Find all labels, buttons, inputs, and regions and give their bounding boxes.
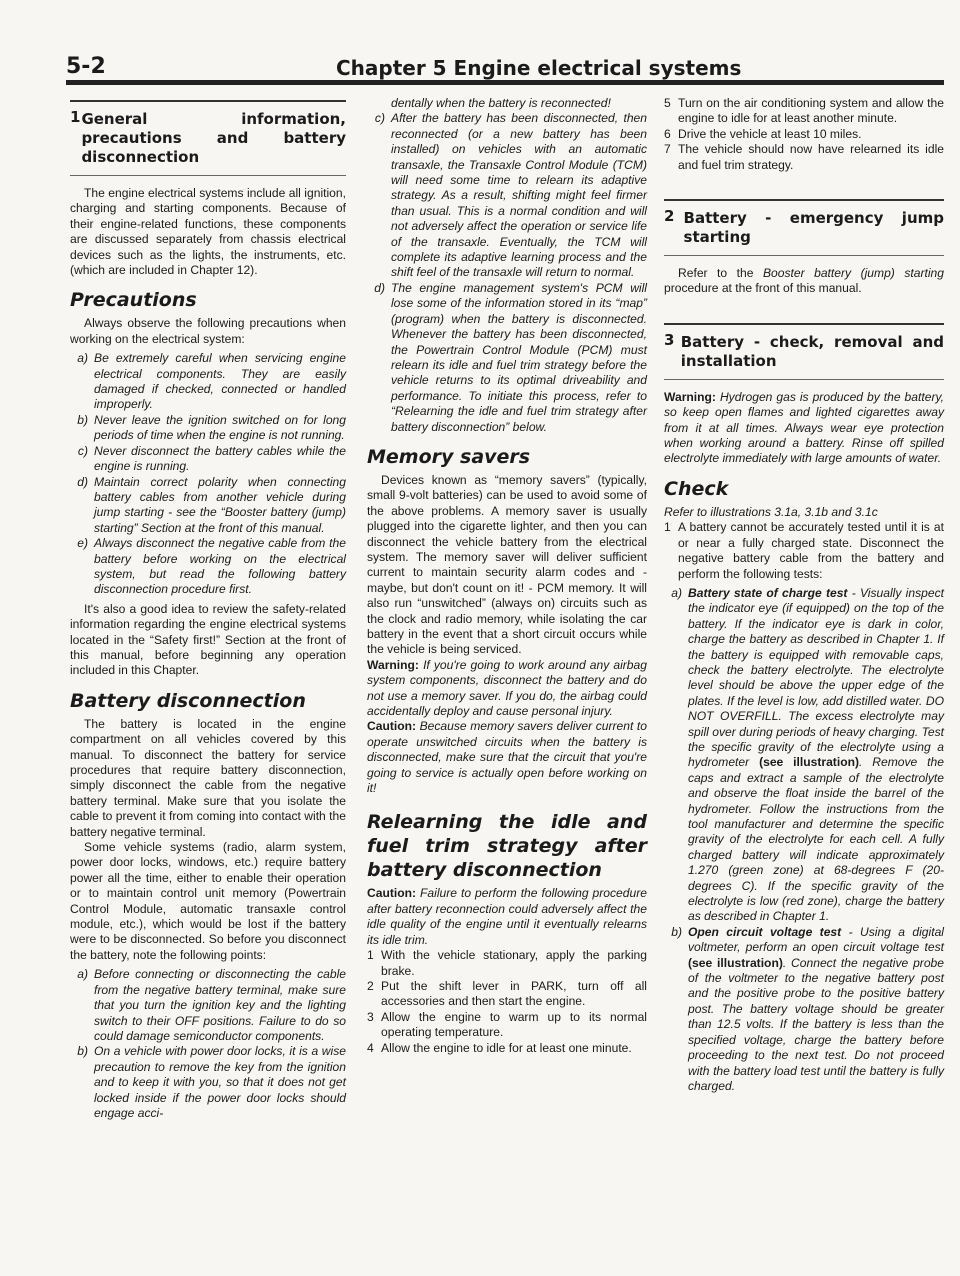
section-title: Battery - check, removal and installation xyxy=(680,332,944,370)
step: 6 Drive the vehicle at least 10 miles. xyxy=(664,126,862,141)
relearning-caution: Caution: Failure to perform the following procedure after battery reconnection could adversely affect the idle quality of the engine until it eventually relearns its idle trim. xyxy=(367,886,647,947)
jump-starting-paragraph: Refer to the Booster battery (jump) starting procedure at the front of this manual. xyxy=(664,266,944,296)
precautions-heading: Precautions xyxy=(70,289,197,312)
list-item: dentally when the battery is reconnected! xyxy=(391,96,611,110)
list-item: a) Be extremely careful when servicing engine electrical components. They are easily damaged if checked, connected or handled improperly. xyxy=(77,351,346,412)
step: 2 Put the shift lever in PARK, turn off all accessories and then start the engine. xyxy=(367,978,647,1009)
intro-paragraph: The engine electrical systems include all ignition, charging and starting components. Because of their engine-related functions, these components are discussed separately from chassis electrical devices such as the lights, the instruments, etc. (which are included in Chapter 12). xyxy=(70,186,346,278)
memory-savers-paragraph: Devices known as “memory savers” (typically, small 9-volt batteries) can be used to avoid some of the above problems. A memory saver is usually plugged into the cigarette lighter, and then you can disconnect the vehicle battery from the electrical system. The memory saver will deliver sufficient current to maintain security alarm codes and - maybe, but don't count on it! - PCM memory. It will also run “unswitched” (always on) circuits such as the clock and radio memory, while isolating the car battery in the event that a short circuit occurs while the vehicle is being serviced. xyxy=(367,472,647,657)
warning-paragraph: Warning: If you're going to work around any airbag system components, disconnect the battery and do not use a memory saver. If you do, the airbag could accidentally deploy and cause personal injury. xyxy=(367,657,647,719)
section-heading-2 xyxy=(664,199,944,256)
list-item: e) Always disconnect the negative cable from the battery before working on the electrical system, but read the following battery disconnection procedure first. xyxy=(77,536,346,597)
section-title: General information, precautions and battery disconnection xyxy=(81,110,346,166)
list-item: b) Open circuit voltage test - Using a digital voltmeter, perform an open circuit voltage test (see illustration). Connect the negative probe of the voltmeter to the negative battery post and the positive probe to the positive battery post. The battery voltage should be greater than 12.5 volts. If the battery is less than the specified voltage, charge the battery before proceeding to the next test. Do not proceed with the battery load test until the battery is fully charged. xyxy=(671,924,944,1093)
column-left xyxy=(70,96,346,1125)
battery-disconnection-paragraph-1: The battery is located in the engine compartment on all vehicles covered by this manual. To disconnect the battery for service procedures that require battery disconnection, simply disconnect the cable from the negative battery terminal. Make sure that you isolate the cable to prevent it from coming into contact with the battery negative terminal. xyxy=(70,716,346,839)
step: 1 A battery cannot be accurately tested until it is at or near a fully charged state. Disconnect the negative battery cable from the battery and perform the following tests: xyxy=(664,520,944,581)
illustration-reference: Refer to illustrations 3.1a, 3.1b and 3.1c xyxy=(664,504,878,519)
relearning-heading: Relearning the idle and fuel trim strategy after battery disconnection xyxy=(367,811,647,882)
list-item: a) Before connecting or disconnecting the cable from the negative battery terminal, make sure that you turn the ignition key and the lighting switch to their OFF positions. Failure to do so could damage semiconductor components. xyxy=(77,967,346,1043)
chapter-title: Chapter 5 Engine electrical systems xyxy=(336,56,742,80)
step: 5 Turn on the air conditioning system and allow the engine to idle for at least another minute. xyxy=(664,96,944,126)
memory-savers-heading: Memory savers xyxy=(367,445,531,468)
step: 1 With the vehicle stationary, apply the parking brake. xyxy=(367,948,647,978)
battery-disconnection-heading: Battery disconnection xyxy=(70,689,306,712)
list-item: d) Maintain correct polarity when connecting battery cables from another vehicle during jump starting - see the “Booster battery (jump) starting” Section at the front of this manual. xyxy=(77,474,346,535)
section-number: 3 xyxy=(664,330,675,349)
list-item: d) The engine management system's PCM will lose some of the information stored in its “map” (program) when the battery is disconnected. Whenever the battery has been disconnected, the Powertrain Control Module (PCM) must relearn its idle and fuel trim strategy before the vehicle returns to its optimal driveability and performance. To initiate this process, refer to “Relearning the idle and fuel trim strategy after battery disconnection” below. xyxy=(374,280,647,434)
step: 4 Allow the engine to idle for at least one minute. xyxy=(367,1040,632,1055)
precautions-list xyxy=(70,351,346,598)
column-middle xyxy=(367,96,647,1056)
precautions-intro: Always observe the following precautions when working on the electrical system: xyxy=(70,316,346,346)
list-item: c) After the battery has been disconnected, then reconnected (or a new battery has been installed) on vehicles with an automatic transaxle, the Transaxle Control Module (TCM) will need some time to relearn its adaptive strategy. As a result, shifting might feel firmer than usual. This is a normal condition and will not adversely affect the operation or service life of the transaxle. Eventually, the TCM will complete its adaptive learning process and the shift feel of the transaxle will return to normal. xyxy=(374,111,647,280)
header-rule xyxy=(66,80,944,85)
check-heading: Check xyxy=(664,477,729,500)
column-right xyxy=(664,96,944,1098)
points-list xyxy=(70,967,346,1121)
section-title: Battery - emergency jump starting xyxy=(683,209,944,247)
section-number: 1 xyxy=(70,108,81,126)
list-item: c) Never disconnect the battery cables while the engine is running. xyxy=(77,443,346,474)
page-number: 5-2 xyxy=(66,54,106,79)
list-item: b) Never leave the ignition switched on for long periods of time when the engine is not running. xyxy=(77,412,346,443)
points-list-continued xyxy=(367,96,647,435)
section-number: 2 xyxy=(664,207,675,226)
battery-disconnection-paragraph-2: Some vehicle systems (radio, alarm system, power door locks, windows, etc.) require battery power all the time, either to enable their operation or to maintain control unit memory (Powertrain Control Module, automatic transaxle control module, etc.), which would be lost if the battery were to be disconnected. So before you disconnect the battery, note the following points: xyxy=(70,840,346,962)
tests-list xyxy=(664,586,944,1094)
list-item: a) Battery state of charge test - Visually inspect the indicator eye (if equipped) on the top of the battery. If the indicator eye is dark in color, charge the battery as described in Chapter 1. If the battery is equipped with removable caps, check the battery electrolyte. The electrolyte level should be above the upper edge of the plates. If the level is low, add distilled water. DO NOT OVERFILL. The excess electrolyte may spill over during periods of heavy charging. Test the specific gravity of the electrolyte using a hydrometer (see illustration). Remove the caps and extract a sample of the electrolyte and observe the float inside the barrel of the hydrometer. Follow the instructions from the tool manufacturer and determine the specific gravity of the electrolyte for each cell. A fully charged battery will indicate approximately 1.270 (green zone) at 68-degrees F (20-degrees C). If the specific gravity of the electrolyte is low (red zone), charge the battery as described in Chapter 1. xyxy=(671,585,944,924)
step: 3 Allow the engine to warm up to its normal operating temperature. xyxy=(367,1009,647,1040)
list-item: b) On a vehicle with power door locks, it is a wise precaution to remove the key from the ignition and to keep it with you, so that it does not get locked inside if the power door locks should engage acci- xyxy=(77,1044,346,1120)
caution-paragraph: Caution: Because memory savers deliver current to operate unswitched circuits when the battery is disconnected, make sure that the circuit that you're going to service is actually open before working on it! xyxy=(367,719,647,796)
safety-paragraph: It's also a good idea to review the safety-related information regarding the engine electrical systems located in the “Safety first!” Section at the front of this manual, before beginning any operation included in this Chapter. xyxy=(70,601,346,678)
section-heading-3 xyxy=(664,323,944,380)
battery-warning: Warning: Hydrogen gas is produced by the battery, so keep open flames and lighted cigarettes away from it at all times. Always wear eye protection when working around a battery. Rinse off spilled electrolyte immediately with large amounts of water. xyxy=(664,389,944,466)
section-heading-1 xyxy=(70,100,346,176)
step: 7 The vehicle should now have relearned its idle and fuel trim strategy. xyxy=(664,142,944,172)
